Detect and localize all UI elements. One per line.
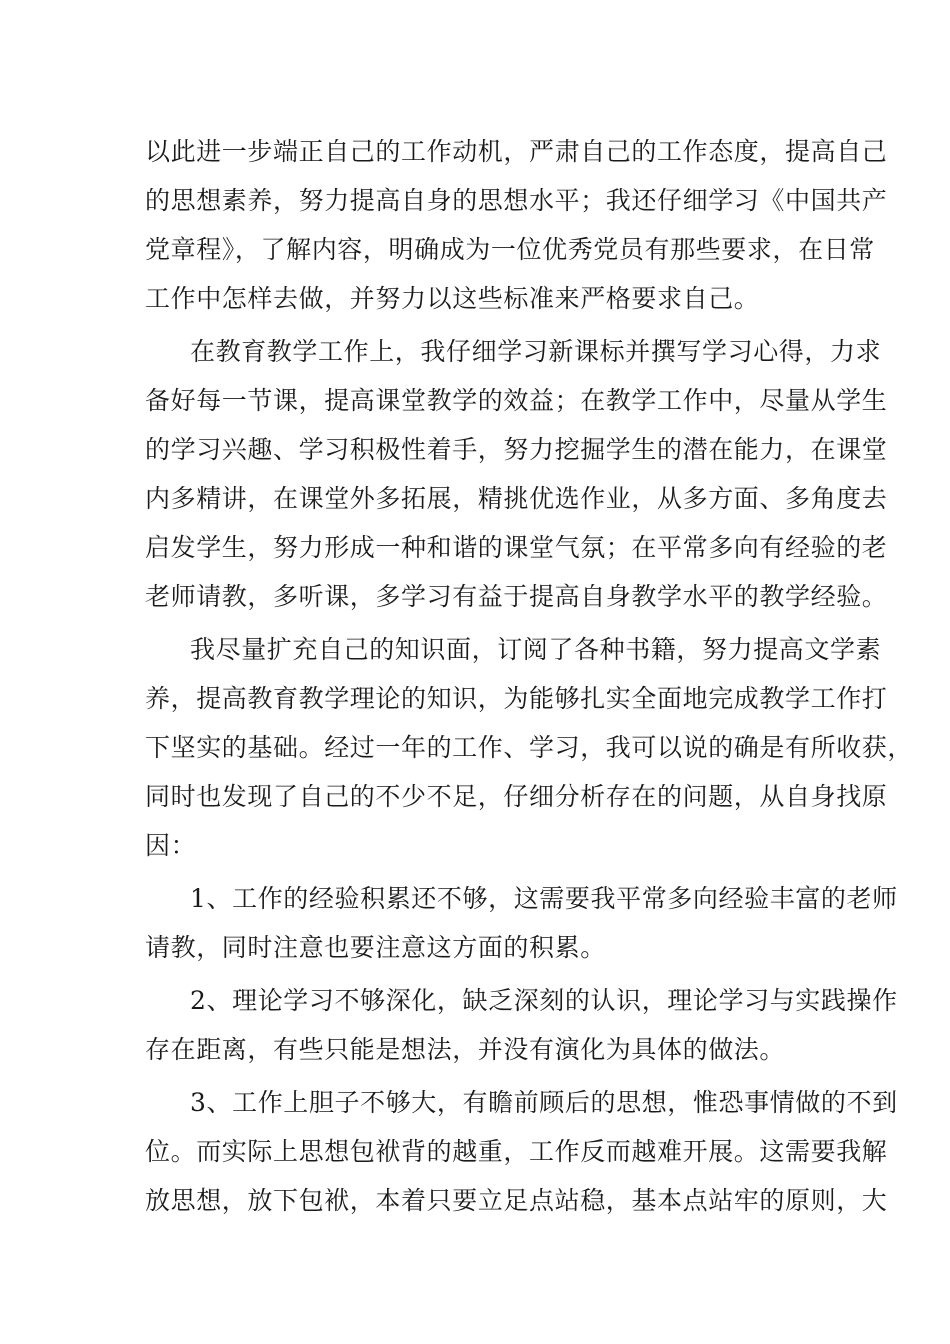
paragraph-first-line: 在教育教学工作上，我仔细学习新课标并撰写学习心得，力求 — [190, 337, 882, 366]
text-line: 内多精讲，在课堂外多拓展，精挑优选作业，从多方面、多角度去 — [145, 484, 888, 513]
text-line: 的思想素养，努力提高自身的思想水平；我还仔细学习《中国共产 — [145, 186, 888, 215]
text-line: 同时也发现了自己的不少不足，仔细分析存在的问题，从自身找原 — [145, 782, 888, 811]
text-line: 党章程》，了解内容，明确成为一位优秀党员有那些要求，在日常 — [145, 235, 875, 264]
text-line: 请教，同时注意也要注意这方面的积累。 — [145, 933, 606, 962]
text-line: 的学习兴趣、学习积极性着手，努力挖掘学生的潜在能力，在课堂 — [145, 435, 888, 464]
text-line: 放思想，放下包袱，本着只要立足点站稳，基本点站牢的原则，大 — [145, 1186, 888, 1215]
text-line: 以此进一步端正自己的工作动机，严肃自己的工作态度，提高自己 — [145, 137, 888, 166]
text-line: 存在距离，有些只能是想法，并没有演化为具体的做法。 — [145, 1035, 786, 1064]
text-line: 因： — [145, 831, 197, 860]
text-line: 下坚实的基础。经过一年的工作、学习，我可以说的确是有所收获， — [145, 733, 914, 762]
text-line: 备好每一节课，提高课堂教学的效益；在教学工作中，尽量从学生 — [145, 386, 888, 415]
list-item-first-line: 3、工作上胆子不够大，有瞻前顾后的思想，惟恐事情做的不到 — [190, 1088, 898, 1117]
text-line: 工作中怎样去做，并努力以这些标准来严格要求自己。 — [145, 284, 760, 313]
paragraph-first-line: 我尽量扩充自己的知识面，订阅了各种书籍，努力提高文学素 — [190, 635, 882, 664]
text-line: 位。而实际上思想包袱背的越重，工作反而越难开展。这需要我解 — [145, 1137, 888, 1166]
text-line: 养，提高教育教学理论的知识，为能够扎实全面地完成教学工作打 — [145, 684, 888, 713]
list-item-first-line: 2、理论学习不够深化，缺乏深刻的认识，理论学习与实践操作 — [190, 986, 898, 1015]
list-item-first-line: 1、工作的经验积累还不够，这需要我平常多向经验丰富的老师 — [190, 884, 898, 913]
text-line: 老师请教，多听课，多学习有益于提高自身教学水平的教学经验。 — [145, 582, 888, 611]
text-line: 启发学生，努力形成一种和谐的课堂气氛；在平常多向有经验的老 — [145, 533, 888, 562]
